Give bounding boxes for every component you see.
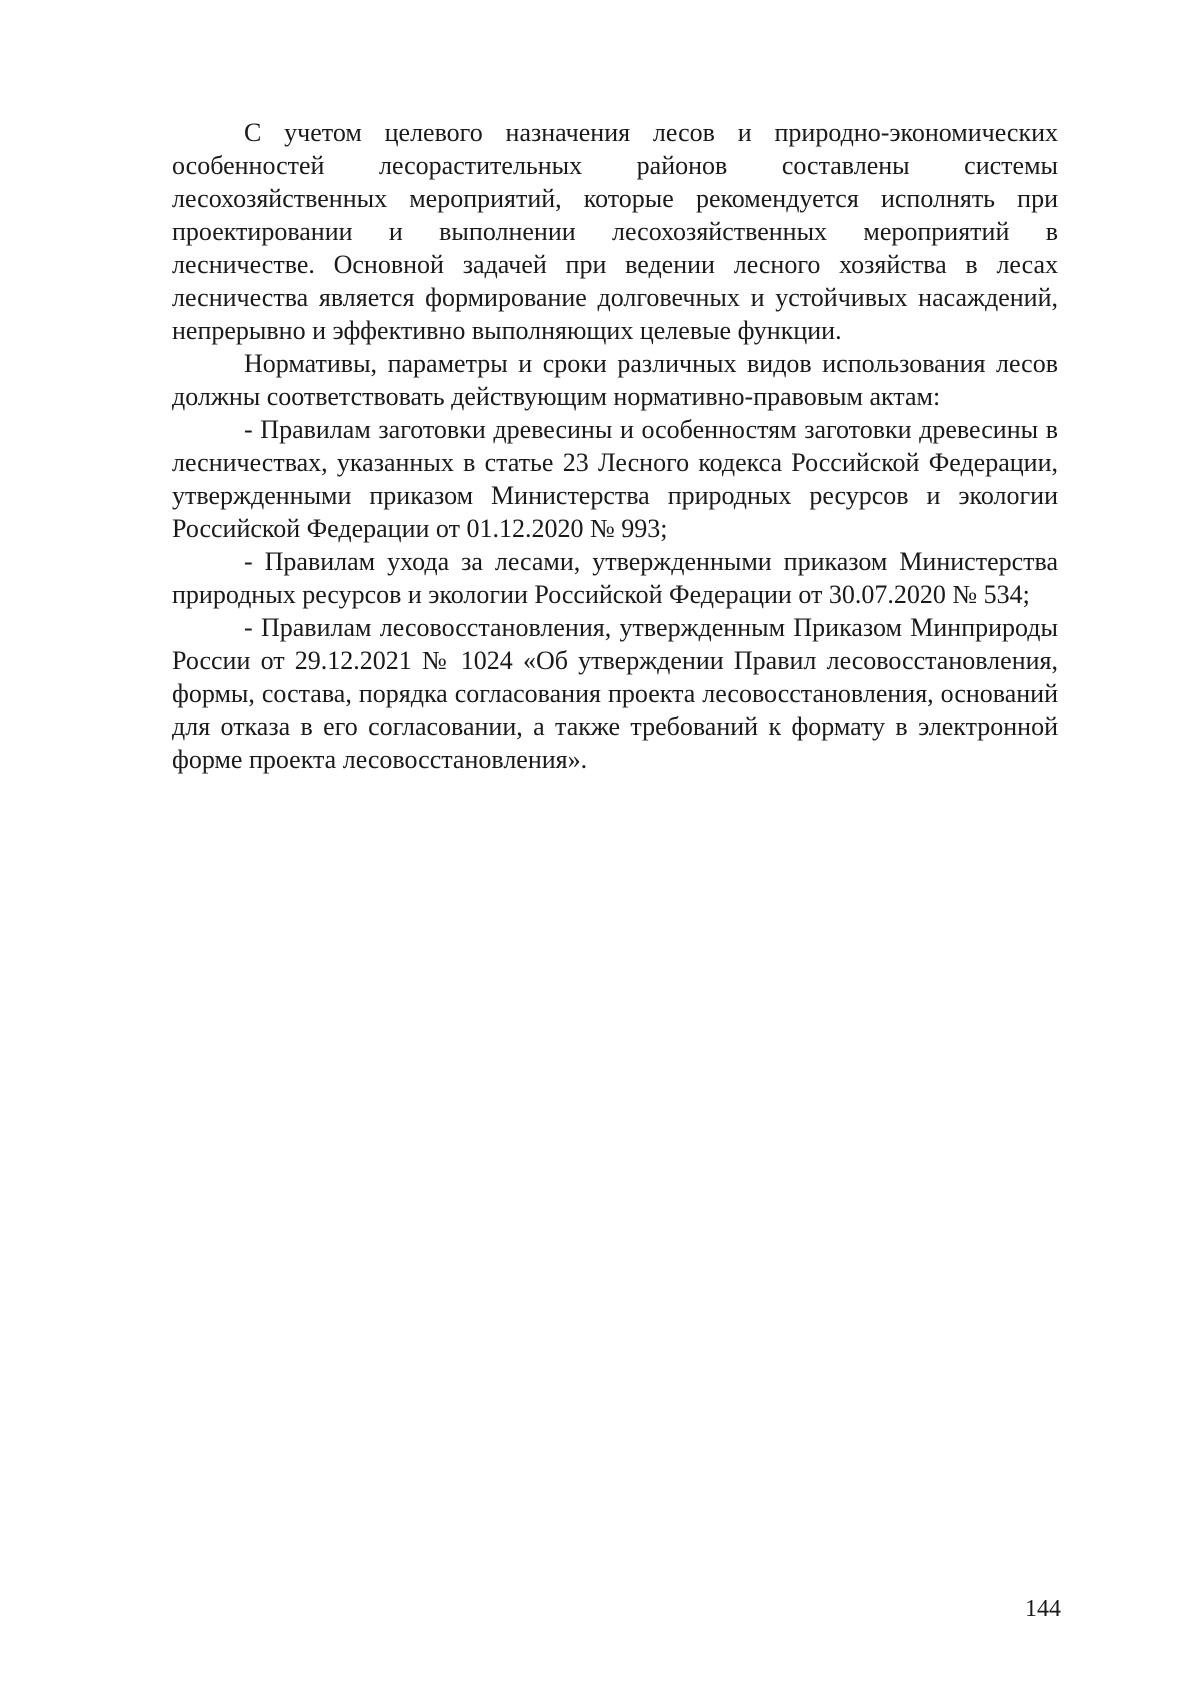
body-text (172, 116, 1058, 776)
paragraph-forest-purpose: С учетом целевого назначения лесов и природно-экономических особенностей лесорастительных районов составлены системы лесохозяйственных мероприятий, которые рекомендуется исполнять при проектировании и выполнении лесохозяйственных мероприятий в лесничестве. Основной задачей при ведении лесного хозяйства в лесах лесничества является формирование долговечных и устойчивых насаждений, непрерывно и эффективно выполняющих целевые функции. (172, 118, 1058, 345)
list-item-reforestation-rules: - Правилам лесовосстановления, утвержденным Приказом Минприроды России от 29.12.2021 № 1024 «Об утверждении Правил лесовосстановления, формы, состава, порядка согласования проекта лесовосстановления, оснований для отказа в его согласовании, а также требований к формату в электронной форме проекта лесовосстановления». (172, 613, 1058, 774)
list-item-forest-care-rules: - Правилам ухода за лесами, утвержденными приказом Министерства природных ресурсов и экологии Российской Федерации от 30.07.2020 № 534; (172, 547, 1058, 609)
page-number: 144 (1025, 1596, 1061, 1622)
list-item-timber-harvesting-rules: - Правилам заготовки древесины и особенностям заготовки древесины в лесничествах, указанных в статье 23 Лесного кодекса Российской Федерации, утвержденными приказом Министерства природных ресурсов и экологии Российской Федерации от 01.12.2020 № 993; (172, 415, 1058, 543)
paragraph-regulations-intro: Нормативы, параметры и сроки различных видов использования лесов должны соответствовать действующим нормативно-правовым актам: (172, 349, 1058, 411)
